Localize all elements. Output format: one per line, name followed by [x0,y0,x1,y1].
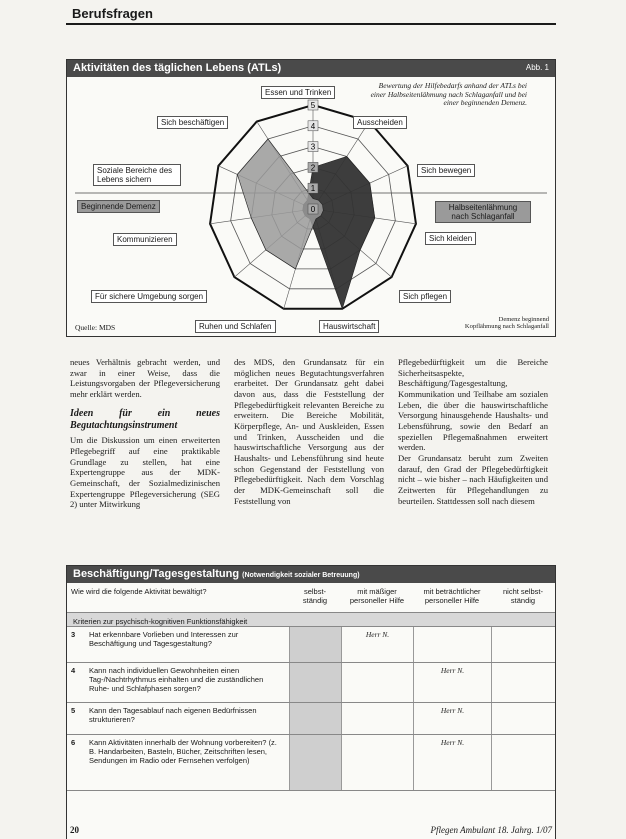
column-header: nicht selbst-ständig [502,587,544,605]
rating-cell [413,627,491,662]
rating-cell [289,627,341,662]
column-3 [398,357,548,506]
row-number: 4 [71,666,76,675]
table-header-row [67,585,555,613]
rating-cell [491,703,555,734]
col1-paragraph-1: neues Verhältnis gebracht werden, und zwar in einer Weise, dass die Leistungsvorgaben der Pflegeversicherung mehr erklärt werden. [70,357,220,399]
column-header: selbst-ständig [302,587,328,605]
col1-paragraph-2: Um die Diskussion um einen erweiterten Pflegebegriff auf eine praktikable Grundlage zu stellen, hat eine Expertengruppe aus der MDK-Gemeinschaft, der Sozialmedizinischen Expertengruppe Pflegeversicherung (SEG 2) unter Mitwirkung [70,435,220,510]
col3-paragraph-2: Der Grundansatz beruht zum Zweiten darauf, den Grad der Pflegebedürftigkeit nicht – wie bisher – nach Häufigkeiten und Zeitwerten für Pflegehandlungen zu beurteilen. Stattdessen soll nach diesem [398,452,548,506]
row-question: Hat erkennbare Vorlieben und Interessen zur Beschäftigung und Tagesgestaltung? [89,630,239,648]
activity-table [67,585,555,791]
row-number: 3 [71,630,76,639]
question-header: Wie wird die folgende Aktivität bewältigt? [71,587,207,596]
rating-cell: Herr N. [413,735,491,790]
section-heading: Ideen für ein neues Begutachtungsinstrument [70,407,220,432]
axis-label-ausscheiden: Ausscheiden [353,116,407,129]
figure1-label: Abb. 1 [525,63,549,72]
figure2-title-text: Beschäftigung/Tagesgestaltung [73,568,240,580]
figure-activity-table [66,565,556,839]
figure2-subtitle: (Notwendigkeit sozialer Betreuung) [242,572,360,579]
rating-cell [341,663,413,702]
tick-label: 4 [310,121,316,131]
rating-cell [341,735,413,790]
table-body [67,627,555,791]
rating-cell [289,663,341,702]
figure-atl-radar [66,59,556,337]
rating-cell [289,703,341,734]
axis-label-kleiden: Sich kleiden [425,232,476,245]
figure1-title: Aktivitäten des täglichen Lebens (ATLs) [73,62,282,74]
col2-paragraph-1: des MDS, den Grundansatz für ein möglichen neues Begutachtungsverfahren erarbeitet. Der Grundansatz geht dabei davon aus, dass die Feststellung der Pflegebedürftigkeit relevanten Bereiche zu erweitern. Die Bereiche Mobilität, Körperpflege, An- und Auskleiden, Essen und Trinken, Ausscheiden und die hauswirtschaftliche Versorgung aus der Haushalts- und Lebensführung sind heute schon Gegenstand der Feststellung von Pflegebedürftigkeit. Nach dem Vorschlag der MDK-Gemeinschaft soll die Feststellung von [234,357,384,506]
rating-cell [491,627,555,662]
legend-halbseitenlaehmung: Halbseitenlähmung nach Schlaganfall [435,201,531,223]
table-row [67,735,555,791]
axis-label-ruhen: Ruhen und Schlafen [195,320,276,333]
tick-label: 0 [310,205,316,214]
axis-label-kommunizieren: Kommunizieren [113,233,177,246]
rating-cell [341,703,413,734]
row-number: 5 [71,706,76,715]
figure2-header [67,566,555,583]
figure2-title [73,568,360,580]
row-question: Kann den Tagesablauf nach eigenen Bedürfnissen strukturieren? [89,706,257,724]
article-body [66,357,556,557]
tick-label: 1 [310,184,316,194]
column-1 [70,357,220,510]
legend-demenz: Beginnende Demenz [77,200,160,213]
tick-label: 2 [310,163,316,173]
figure1-legend-text: Demenz beginnend Kopflähmung nach Schlaganfall [464,316,549,331]
row-question: Kann nach individuellen Gewohnheiten einen Tag-/Nachtrhythmus einhalten und die zuständlichen Ruhe- und Schlafphasen sorgen? [89,666,264,693]
axis-label-soziale-bereiche: Soziale Bereiche des Lebens sichern [93,164,181,186]
tick-label: 5 [310,101,316,110]
criteria-title-row [67,613,555,627]
figure1-header [67,60,555,77]
figure1-annotation: Bewertung der Hilfebedarfs anhand der ATLs bei einer Halbseitenlähmung nach Schlaganfall und bei einer beginnenden Demenz. [370,81,527,108]
rating-cell [491,735,555,790]
rating-cell: Herr N. [413,663,491,702]
axis-label-beschaeftigen: Sich beschäftigen [157,116,228,129]
section-header [66,4,536,24]
journal-reference: Pflegen Ambulant 18. Jahrg. 1/07 [430,825,552,835]
axis-label-pflegen: Sich pflegen [399,290,451,303]
axis-label-hauswirtschaft: Hauswirtschaft [319,320,379,333]
row-question: Kann Aktivitäten innerhalb der Wohnung vorbereiten? (z. B. Handarbeiten, Basteln, Bücher, Zeitschriften lesen, Sendungen im Radio oder Fernsehen verfolgen) [89,738,277,765]
page-number: 20 [70,825,79,835]
column-header: mit beträchtlicher personeller Hilfe [423,587,481,605]
section-title: Berufsfragen [72,6,153,21]
figure1-source: Quelle: MDS [75,323,116,332]
tick-label: 3 [310,142,316,152]
axis-label-umgebung: Für sichere Umgebung sorgen [91,290,207,303]
criteria-title: Kriterien zur psychisch-kognitiven Funktionsfähigkeit [73,617,248,626]
row-number: 6 [71,738,76,747]
table-row [67,703,555,735]
header-rule [66,23,556,25]
table-row [67,627,555,663]
axis-label-bewegen: Sich bewegen [417,164,475,177]
col3-paragraph-1: Pflegebedürftigkeit um die Bereiche Sicherheitsaspekte, Beschäftigung/Tagesgestaltung, Kommunikation und Teilhabe am sozialen Leben, die über die hauswirtschaftliche Versorgung hinausgehende Haushalts- und Lebensführung, sowie den Bedarf an speziellen Pflegemaßnahmen erweitert werden. [398,357,548,453]
rating-cell: Herr N. [341,627,413,662]
rating-cell [289,735,341,790]
rating-cell: Herr N. [413,703,491,734]
rating-cell [491,663,555,702]
axis-label-essen: Essen und Trinken [261,86,335,99]
series-area [303,157,375,309]
column-2 [234,357,384,506]
page-footer [66,825,556,839]
table-row [67,663,555,703]
column-header: mit mäßiger personeller Hilfe [349,587,405,605]
